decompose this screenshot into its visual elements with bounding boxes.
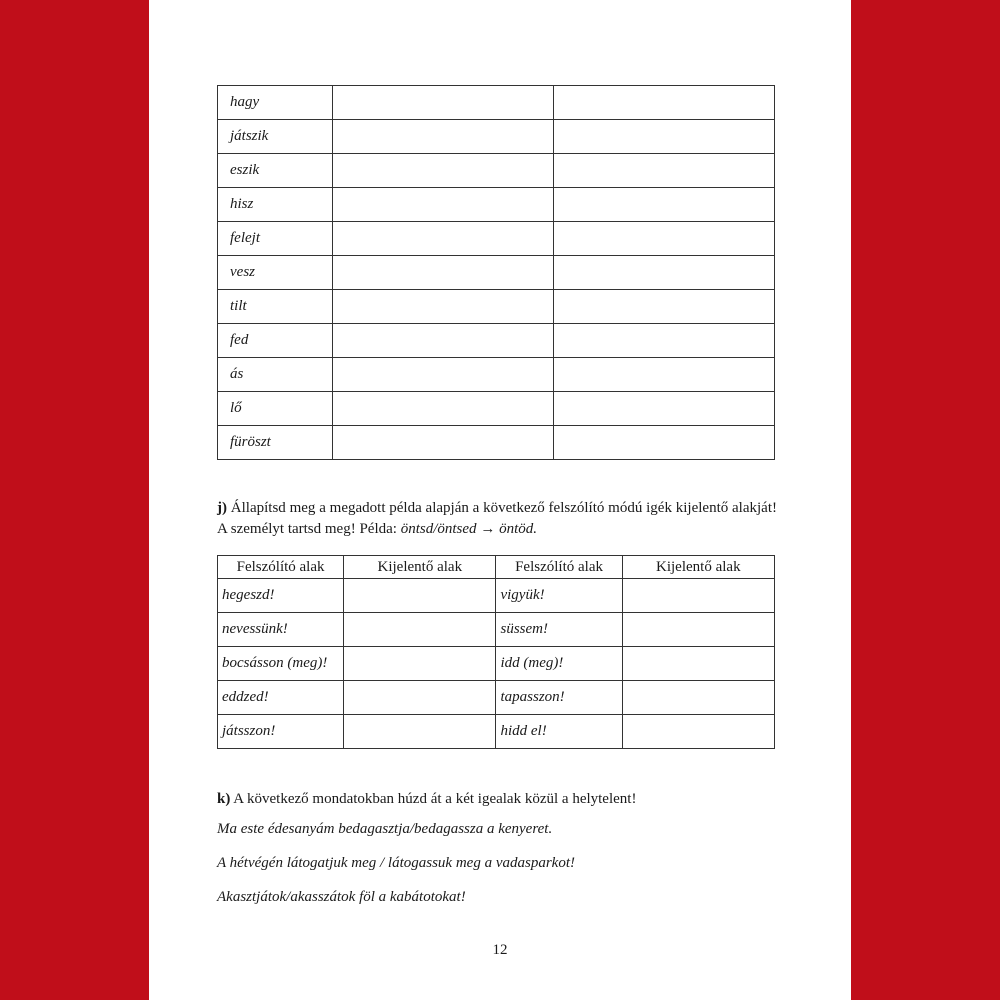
verb-cell: játszik bbox=[218, 120, 333, 154]
task-k-instructions bbox=[217, 789, 777, 810]
answer-cell[interactable] bbox=[333, 392, 554, 426]
table-row bbox=[218, 647, 775, 681]
answer-cell[interactable] bbox=[333, 290, 554, 324]
table-row bbox=[218, 222, 775, 256]
imperative-cell: süssem! bbox=[496, 613, 622, 647]
verb-cell: tilt bbox=[218, 290, 333, 324]
answer-cell[interactable] bbox=[554, 120, 775, 154]
table-row bbox=[218, 290, 775, 324]
verb-cell: hagy bbox=[218, 86, 333, 120]
verb-cell: eszik bbox=[218, 154, 333, 188]
answer-cell[interactable] bbox=[333, 154, 554, 188]
table-row bbox=[218, 120, 775, 154]
table-row bbox=[218, 86, 775, 120]
answer-cell[interactable] bbox=[344, 681, 496, 715]
answer-cell[interactable] bbox=[333, 426, 554, 460]
answer-cell[interactable] bbox=[554, 290, 775, 324]
task-text: A következő mondatokban húzd át a két igealak közül a helytelent! bbox=[230, 791, 637, 807]
verb-cell: füröszt bbox=[218, 426, 333, 460]
table-row bbox=[218, 358, 775, 392]
table-row bbox=[218, 681, 775, 715]
answer-cell[interactable] bbox=[554, 188, 775, 222]
example-result: öntöd. bbox=[499, 521, 537, 537]
table-row bbox=[218, 613, 775, 647]
table-row bbox=[218, 324, 775, 358]
verb-cell: felejt bbox=[218, 222, 333, 256]
exercise-sentence[interactable]: A hétvégén látogatjuk meg / látogassuk meg a vadasparkot! bbox=[217, 855, 575, 871]
imperative-cell: vigyük! bbox=[496, 579, 622, 613]
verb-cell: vesz bbox=[218, 256, 333, 290]
verb-table bbox=[217, 85, 775, 460]
task-letter: j) bbox=[217, 500, 227, 516]
answer-cell[interactable] bbox=[333, 324, 554, 358]
answer-cell[interactable] bbox=[622, 681, 774, 715]
page-number: 12 bbox=[492, 942, 508, 958]
exercise-sentence[interactable]: Ma este édesanyám bedagasztja/bedagassza a kenyeret. bbox=[217, 821, 553, 837]
answer-cell[interactable] bbox=[622, 579, 774, 613]
table-row bbox=[218, 188, 775, 222]
table-row bbox=[218, 256, 775, 290]
workbook-page bbox=[149, 0, 851, 1000]
answer-cell[interactable] bbox=[622, 613, 774, 647]
verb-cell: lő bbox=[218, 392, 333, 426]
answer-cell[interactable] bbox=[554, 324, 775, 358]
table-row bbox=[218, 392, 775, 426]
table-row bbox=[218, 426, 775, 460]
task-text: Állapítsd meg a megadott példa alapján a következő felszólító módú igék kijelentő alakját! A személyt tartsd meg! Példa: bbox=[217, 500, 777, 537]
imperative-cell: bocsásson (meg)! bbox=[218, 647, 344, 681]
answer-cell[interactable] bbox=[554, 86, 775, 120]
answer-cell[interactable] bbox=[622, 647, 774, 681]
imperative-cell: tapasszon! bbox=[496, 681, 622, 715]
answer-cell[interactable] bbox=[333, 256, 554, 290]
answer-cell[interactable] bbox=[333, 120, 554, 154]
answer-cell[interactable] bbox=[344, 715, 496, 749]
answer-cell[interactable] bbox=[333, 86, 554, 120]
arrow-icon: → bbox=[476, 521, 500, 537]
example-word: öntsd/öntsed bbox=[400, 521, 477, 537]
column-header: Felszólító alak bbox=[218, 556, 344, 579]
imperative-cell: eddzed! bbox=[218, 681, 344, 715]
verb-cell: fed bbox=[218, 324, 333, 358]
answer-cell[interactable] bbox=[554, 426, 775, 460]
answer-cell[interactable] bbox=[554, 392, 775, 426]
column-header: Kijelentő alak bbox=[622, 556, 774, 579]
imperative-cell: játsszon! bbox=[218, 715, 344, 749]
imperative-cell: nevessünk! bbox=[218, 613, 344, 647]
answer-cell[interactable] bbox=[333, 358, 554, 392]
column-header: Felszólító alak bbox=[496, 556, 622, 579]
table-row bbox=[218, 715, 775, 749]
mood-table bbox=[217, 555, 775, 749]
answer-cell[interactable] bbox=[333, 188, 554, 222]
task-letter: k) bbox=[217, 791, 231, 807]
answer-cell[interactable] bbox=[554, 222, 775, 256]
table-row bbox=[218, 154, 775, 188]
verb-cell: hisz bbox=[218, 188, 333, 222]
column-header: Kijelentő alak bbox=[344, 556, 496, 579]
imperative-cell: hegeszd! bbox=[218, 579, 344, 613]
answer-cell[interactable] bbox=[333, 222, 554, 256]
table-row bbox=[218, 579, 775, 613]
imperative-cell: idd (meg)! bbox=[496, 647, 622, 681]
answer-cell[interactable] bbox=[554, 256, 775, 290]
answer-cell[interactable] bbox=[344, 647, 496, 681]
verb-cell: ás bbox=[218, 358, 333, 392]
answer-cell[interactable] bbox=[554, 154, 775, 188]
exercise-sentence[interactable]: Akasztjátok/akasszátok föl a kabátotokat! bbox=[217, 889, 466, 905]
table-header-row bbox=[218, 556, 775, 579]
task-j-instructions bbox=[217, 498, 777, 540]
answer-cell[interactable] bbox=[554, 358, 775, 392]
imperative-cell: hidd el! bbox=[496, 715, 622, 749]
answer-cell[interactable] bbox=[344, 579, 496, 613]
answer-cell[interactable] bbox=[622, 715, 774, 749]
answer-cell[interactable] bbox=[344, 613, 496, 647]
